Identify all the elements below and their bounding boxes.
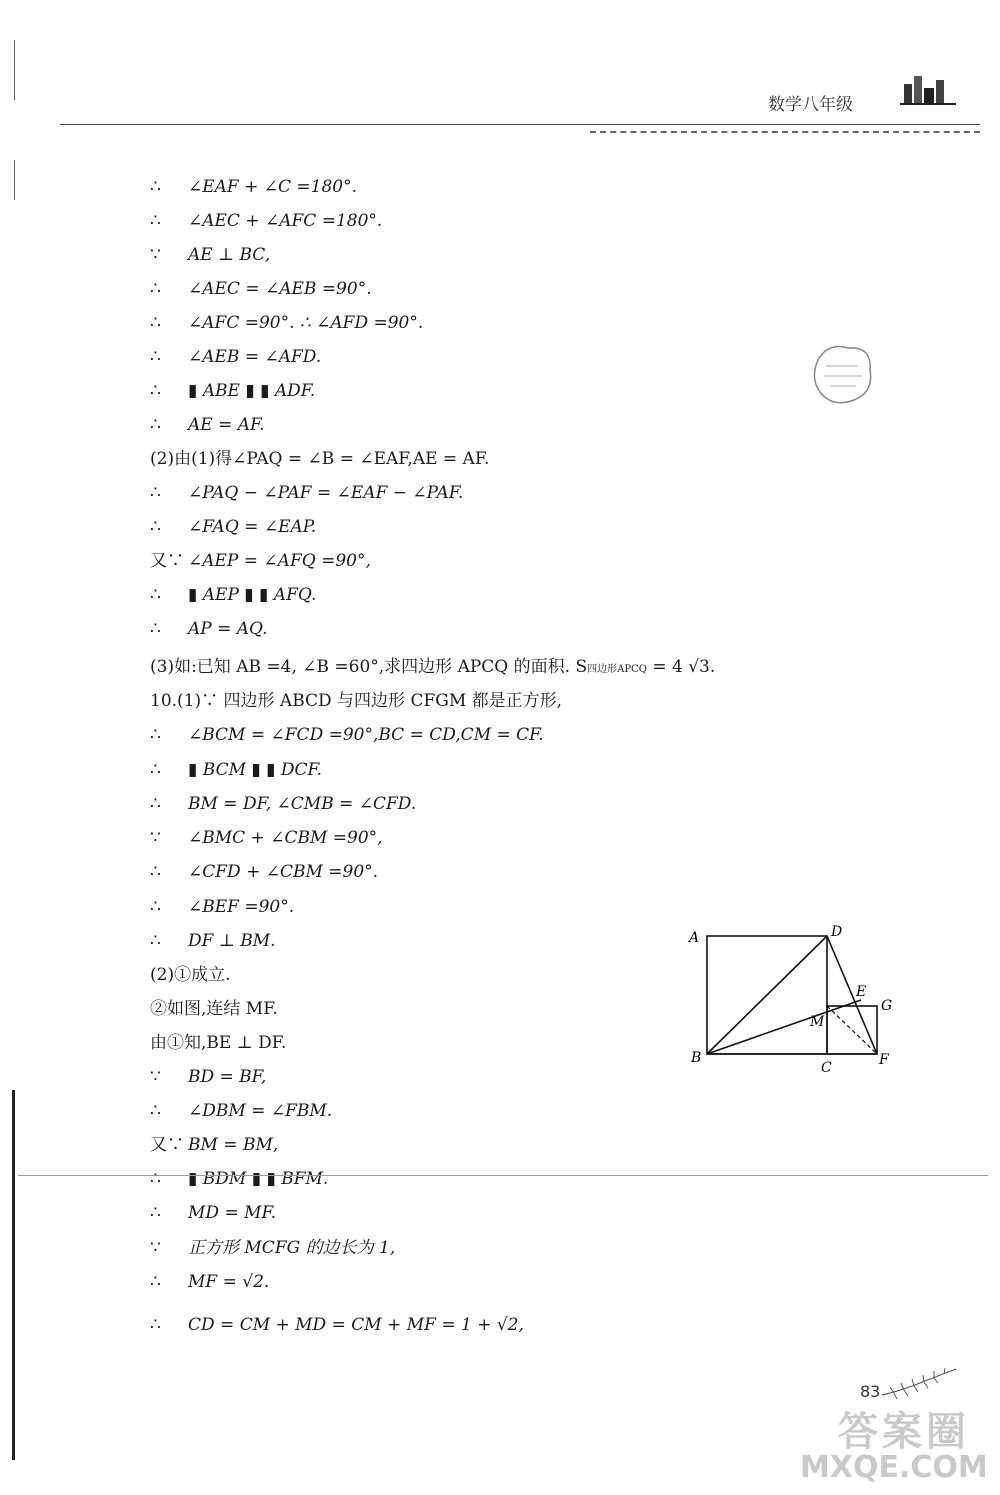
figure-label-a: A [689, 930, 700, 946]
book-logo-icon [898, 70, 958, 114]
proof-line: 由①知,BE ⊥ DF. [150, 1033, 287, 1053]
header-title: 数学八年级 [768, 95, 853, 115]
figure-label-d: D [831, 924, 843, 940]
proof-line: ∴ ∠AEC + ∠AFC =180°. [150, 211, 383, 231]
figure-label-f: F [879, 1052, 889, 1068]
proof-line: ∴ ▮ BDM ▮ ▮ BFM. [150, 1169, 329, 1189]
proof-line: ∴ ∠AEC = ∠AEB =90°. [150, 279, 372, 299]
proof-line: ∴ ▮ AEP ▮ ▮ AFQ. [150, 585, 317, 605]
proof-line: ∴ ▮ BCM ▮ ▮ DCF. [150, 760, 323, 780]
ink-stamp-icon [808, 340, 878, 414]
proof-line: ∴ ∠PAQ − ∠PAF = ∠EAF − ∠PAF. [150, 483, 464, 503]
figure-label-m: M [810, 1014, 825, 1030]
proof-line: ∵ AE ⊥ BC, [150, 245, 271, 265]
proof-line: ∴ MF = √2. [150, 1272, 270, 1292]
page-fold-line [18, 1175, 988, 1176]
proof-line: ∴ ∠DBM = ∠FBM. [150, 1101, 333, 1121]
proof-line: ∴ DF ⊥ BM. [150, 931, 276, 951]
geometry-figure [685, 920, 900, 1084]
area-subscript: 四边形APCQ [587, 664, 647, 675]
proof-line: ∴ CD = CM + MD = CM + MF = 1 + √2, [150, 1315, 524, 1335]
proof-line: ∴ ∠AFC =90°. ∴ ∠AFD =90°. [150, 313, 424, 333]
proof-line: ∵ 正方形 MCFG 的边长为 1, [150, 1238, 396, 1258]
scan-margin-mark [14, 160, 15, 200]
proof-line: ∵ BD = BF, [150, 1067, 267, 1087]
header-rule [60, 124, 980, 125]
figure-label-b: B [691, 1050, 702, 1066]
page-number: 83 [860, 1382, 881, 1401]
proof-line: ∴ MD = MF. [150, 1203, 277, 1223]
proof-line: (2)①成立. [150, 965, 231, 985]
proof-line: ②如图,连结 MF. [150, 999, 278, 1019]
proof-line: 10.(1)∵ 四边形 ABCD 与四边形 CFGM 都是正方形, [150, 691, 563, 711]
proof-line: ∴ BM = DF, ∠CMB = ∠CFD. [150, 794, 417, 814]
scan-margin-mark [14, 40, 15, 100]
proof-line: ∴ AE = AF. [150, 415, 265, 435]
watermark-bottom: MXQE.COM [800, 1450, 988, 1485]
figure-label-e: E [856, 984, 867, 1000]
proof-line: ∴ ∠FAQ = ∠EAP. [150, 517, 317, 537]
watermark-top: 答案圈 [838, 1409, 970, 1455]
proof-line: ∴ ∠EAF + ∠C =180°. [150, 177, 358, 197]
proof-line: ∴ AP = AQ. [150, 619, 268, 639]
proof-line: 又∵ ∠AEP = ∠AFQ =90°, [150, 551, 371, 571]
proof-line: ∴ ▮ ABE ▮ ▮ ADF. [150, 381, 316, 401]
area-value: = 4 √3. [646, 657, 716, 677]
figure-label-g: G [881, 998, 893, 1014]
proof-line: ∵ ∠BMC + ∠CBM =90°, [150, 828, 383, 848]
header-dashed-rule [590, 131, 980, 133]
proof-line: (2)由(1)得∠PAQ = ∠B = ∠EAF,AE = AF. [150, 449, 490, 469]
proof-line: ∴ ∠BEF =90°. [150, 897, 295, 917]
proof-line: ∴ ∠BCM = ∠FCD =90°,BC = CD,CM = CF. [150, 725, 544, 745]
scan-margin-bar [12, 1090, 15, 1460]
proof-line: ∴ ∠AEB = ∠AFD. [150, 347, 322, 367]
proof-line: ∴ ∠CFD + ∠CBM =90°. [150, 862, 379, 882]
figure-label-c: C [821, 1060, 832, 1076]
proof-line: (3)如:已知 AB =4, ∠B =60°,求四边形 APCQ 的面积. S四边形APCQ = 4 √3. [150, 657, 716, 677]
proof-line: 又∵ BM = BM, [150, 1135, 279, 1155]
